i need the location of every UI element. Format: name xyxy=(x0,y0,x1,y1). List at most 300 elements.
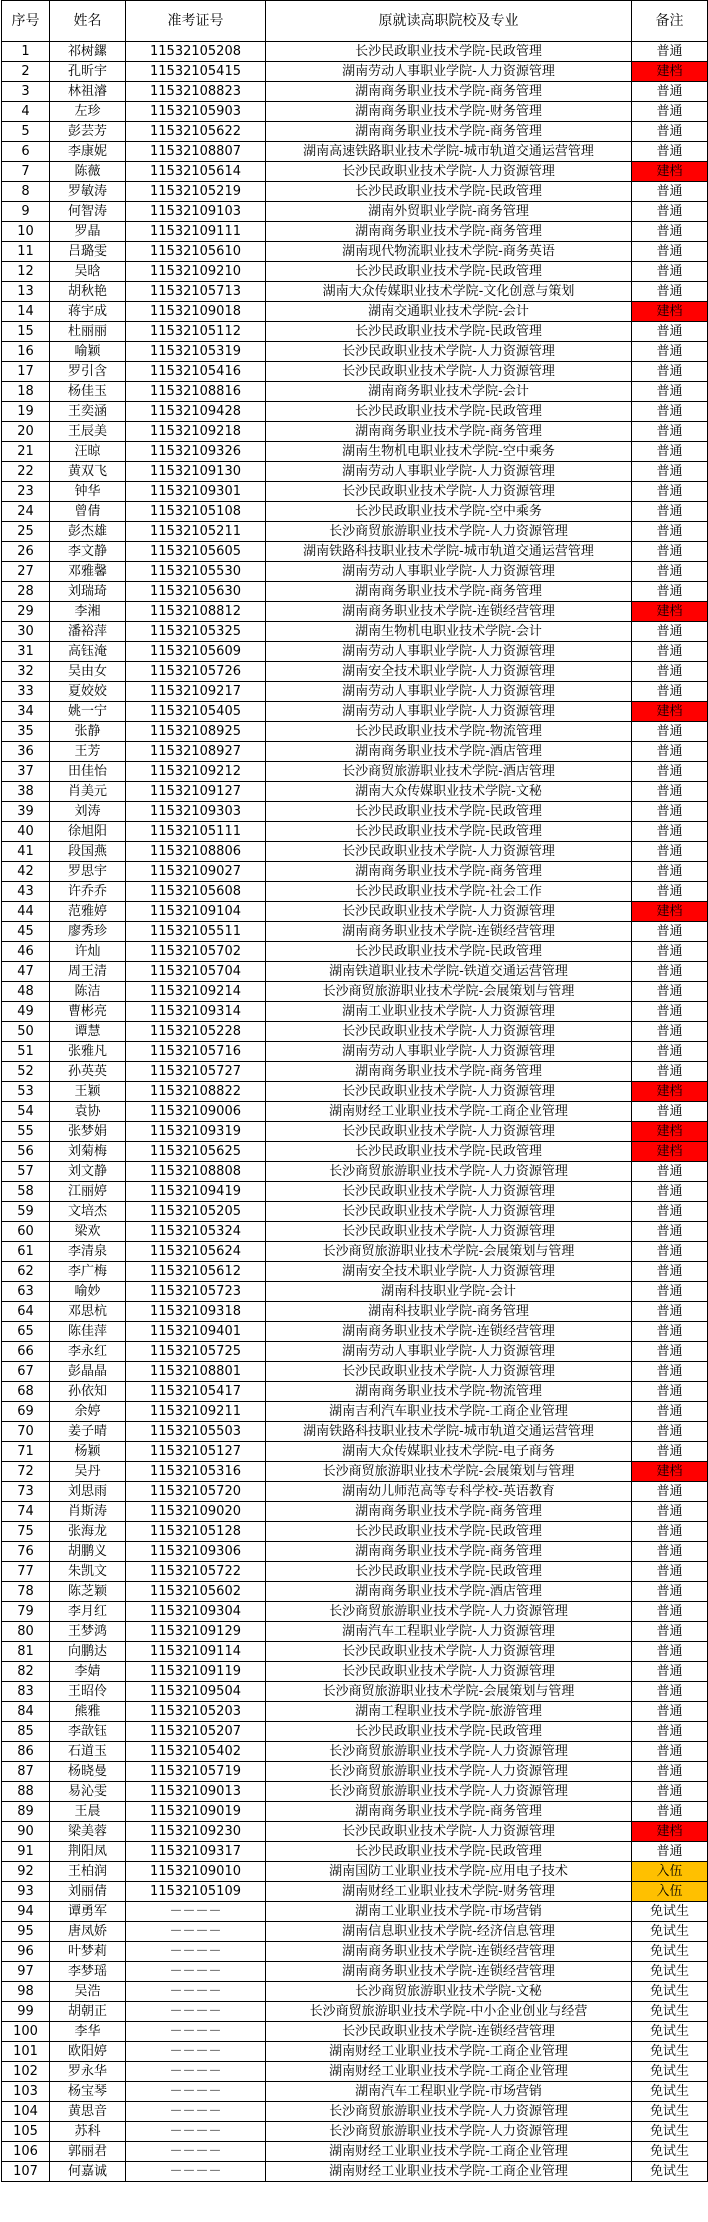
cell-name: 谭慧 xyxy=(50,1022,126,1042)
cell-exam-id: 11532109317 xyxy=(126,1842,266,1862)
cell-note: 普通 xyxy=(632,1702,708,1722)
cell-name: 吴晗 xyxy=(50,262,126,282)
cell-school: 湖南财经工业职业技术学院-工商企业管理 xyxy=(266,2142,632,2162)
table-row xyxy=(2,1262,708,1282)
cell-seq: 63 xyxy=(2,1282,50,1302)
table-row xyxy=(2,82,708,102)
cell-seq: 61 xyxy=(2,1242,50,1262)
cell-seq: 50 xyxy=(2,1022,50,1042)
cell-name: 唐凤娇 xyxy=(50,1922,126,1942)
cell-name: 吕璐雯 xyxy=(50,242,126,262)
table-header xyxy=(2,1,708,42)
cell-seq: 37 xyxy=(2,762,50,782)
cell-seq: 52 xyxy=(2,1062,50,1082)
table-row xyxy=(2,1902,708,1922)
cell-school: 湖南信息职业技术学院-经济信息管理 xyxy=(266,1922,632,1942)
cell-note: 普通 xyxy=(632,1102,708,1122)
table-row xyxy=(2,1462,708,1482)
cell-seq: 49 xyxy=(2,1002,50,1022)
cell-exam-id: 11532105722 xyxy=(126,1562,266,1582)
cell-seq: 24 xyxy=(2,502,50,522)
table-row xyxy=(2,562,708,582)
cell-exam-id: 11532109114 xyxy=(126,1642,266,1662)
table-row xyxy=(2,2082,708,2102)
cell-note: 普通 xyxy=(632,1522,708,1542)
table-row xyxy=(2,1042,708,1062)
cell-name: 罗敏涛 xyxy=(50,182,126,202)
cell-exam-id: 11532105112 xyxy=(126,322,266,342)
cell-seq: 104 xyxy=(2,2102,50,2122)
cell-seq: 19 xyxy=(2,402,50,422)
cell-school: 长沙民政职业技术学院-民政管理 xyxy=(266,42,632,62)
table-row xyxy=(2,102,708,122)
cell-school: 湖南幼儿师范高等专科学校-英语教育 xyxy=(266,1482,632,1502)
cell-exam-id: 11532105203 xyxy=(126,1702,266,1722)
cell-note: 普通 xyxy=(632,322,708,342)
cell-note: 免试生 xyxy=(632,2002,708,2022)
cell-seq: 72 xyxy=(2,1462,50,1482)
cell-note: 普通 xyxy=(632,842,708,862)
cell-school: 长沙商贸旅游职业技术学院-人力资源管理 xyxy=(266,522,632,542)
cell-note: 普通 xyxy=(632,422,708,442)
cell-note: 普通 xyxy=(632,1262,708,1282)
table-row xyxy=(2,2002,708,2022)
cell-school: 湖南劳动人事职业学院-人力资源管理 xyxy=(266,562,632,582)
cell-name: 刘文静 xyxy=(50,1162,126,1182)
cell-note: 免试生 xyxy=(632,2042,708,2062)
cell-name: 李广梅 xyxy=(50,1262,126,1282)
cell-name: 熊雅 xyxy=(50,1702,126,1722)
cell-exam-id: 11532105622 xyxy=(126,122,266,142)
cell-school: 长沙商贸旅游职业技术学院-会展策划与管理 xyxy=(266,1242,632,1262)
cell-note: 免试生 xyxy=(632,1962,708,1982)
cell-seq: 84 xyxy=(2,1702,50,1722)
cell-exam-id: 11532105612 xyxy=(126,1262,266,1282)
cell-name: 胡朝正 xyxy=(50,2002,126,2022)
cell-exam-id: 11532105415 xyxy=(126,62,266,82)
cell-seq: 38 xyxy=(2,782,50,802)
cell-note: 入伍 xyxy=(632,1882,708,1902)
table-row xyxy=(2,202,708,222)
cell-name: 邓思杭 xyxy=(50,1302,126,1322)
table-row xyxy=(2,242,708,262)
cell-note: 建档 xyxy=(632,702,708,722)
table-row xyxy=(2,1382,708,1402)
table-row xyxy=(2,222,708,242)
cell-exam-id: 11532109428 xyxy=(126,402,266,422)
cell-seq: 13 xyxy=(2,282,50,302)
cell-school: 长沙民政职业技术学院-人力资源管理 xyxy=(266,902,632,922)
header-row xyxy=(2,1,708,42)
cell-name: 刘思雨 xyxy=(50,1482,126,1502)
cell-note: 普通 xyxy=(632,1242,708,1262)
cell-name: 石道玉 xyxy=(50,1742,126,1762)
table-row xyxy=(2,422,708,442)
cell-school: 长沙民政职业技术学院-空中乘务 xyxy=(266,502,632,522)
cell-name: 吴丹 xyxy=(50,1462,126,1482)
cell-school: 湖南商务职业技术学院-酒店管理 xyxy=(266,1582,632,1602)
table-row xyxy=(2,722,708,742)
cell-school: 湖南国防工业职业技术学院-应用电子技术 xyxy=(266,1862,632,1882)
cell-school: 长沙商贸旅游职业技术学院-文秘 xyxy=(266,1982,632,2002)
cell-seq: 74 xyxy=(2,1502,50,1522)
cell-exam-id: 11532105127 xyxy=(126,1442,266,1462)
cell-note: 建档 xyxy=(632,302,708,322)
cell-name: 罗永华 xyxy=(50,2062,126,2082)
table-row xyxy=(2,1322,708,1342)
cell-seq: 97 xyxy=(2,1962,50,1982)
cell-school: 湖南安全技术职业学院-人力资源管理 xyxy=(266,662,632,682)
table-row xyxy=(2,1522,708,1542)
cell-name: 林祖濬 xyxy=(50,82,126,102)
cell-note: 普通 xyxy=(632,402,708,422)
cell-note: 普通 xyxy=(632,1222,708,1242)
table-row xyxy=(2,42,708,62)
cell-exam-id: 11532109013 xyxy=(126,1782,266,1802)
cell-name: 王梦鸿 xyxy=(50,1622,126,1642)
cell-note: 普通 xyxy=(632,1022,708,1042)
cell-seq: 48 xyxy=(2,982,50,1002)
cell-school: 湖南铁路科技职业技术学院-城市轨道交通运营管理 xyxy=(266,1422,632,1442)
table-row xyxy=(2,1122,708,1142)
table-row xyxy=(2,1962,708,1982)
cell-name: 李湘 xyxy=(50,602,126,622)
cell-note: 普通 xyxy=(632,622,708,642)
cell-school: 长沙商贸旅游职业技术学院-会展策划与管理 xyxy=(266,1682,632,1702)
cell-name: 刘涛 xyxy=(50,802,126,822)
table-row xyxy=(2,1062,708,1082)
cell-name: 王颖 xyxy=(50,1082,126,1102)
cell-note: 普通 xyxy=(632,1002,708,1022)
cell-name: 罗思宇 xyxy=(50,862,126,882)
table-row xyxy=(2,1302,708,1322)
table-row xyxy=(2,482,708,502)
table-row xyxy=(2,782,708,802)
cell-exam-id: 11532105417 xyxy=(126,1382,266,1402)
cell-note: 普通 xyxy=(632,1622,708,1642)
cell-name: 杨晓曼 xyxy=(50,1762,126,1782)
cell-school: 长沙民政职业技术学院-民政管理 xyxy=(266,822,632,842)
table-row xyxy=(2,142,708,162)
cell-school: 湖南劳动人事职业学院-人力资源管理 xyxy=(266,462,632,482)
cell-seq: 90 xyxy=(2,1822,50,1842)
cell-seq: 95 xyxy=(2,1922,50,1942)
table-row xyxy=(2,702,708,722)
cell-school: 长沙民政职业技术学院-民政管理 xyxy=(266,1562,632,1582)
cell-name: 高钰淹 xyxy=(50,642,126,662)
cell-exam-id: －－－－ xyxy=(126,1902,266,1922)
cell-exam-id: 11532109018 xyxy=(126,302,266,322)
cell-name: 肖美元 xyxy=(50,782,126,802)
cell-note: 免试生 xyxy=(632,2142,708,2162)
cell-note: 普通 xyxy=(632,1682,708,1702)
cell-school: 湖南交通职业技术学院-会计 xyxy=(266,302,632,322)
cell-note: 普通 xyxy=(632,42,708,62)
table-row xyxy=(2,1082,708,1102)
cell-school: 湖南科技职业学院-商务管理 xyxy=(266,1302,632,1322)
cell-note: 普通 xyxy=(632,1322,708,1342)
cell-exam-id: 11532108806 xyxy=(126,842,266,862)
cell-name: 朱凯文 xyxy=(50,1562,126,1582)
cell-seq: 2 xyxy=(2,62,50,82)
cell-seq: 92 xyxy=(2,1862,50,1882)
cell-exam-id: 11532109111 xyxy=(126,222,266,242)
cell-school: 湖南商务职业技术学院-商务管理 xyxy=(266,1062,632,1082)
cell-seq: 7 xyxy=(2,162,50,182)
cell-school: 湖南生物机电职业技术学院-会计 xyxy=(266,622,632,642)
table-row xyxy=(2,1502,708,1522)
cell-exam-id: 11532109301 xyxy=(126,482,266,502)
cell-name: 左珍 xyxy=(50,102,126,122)
cell-school: 湖南商务职业技术学院-财务管理 xyxy=(266,102,632,122)
table-row xyxy=(2,2042,708,2062)
cell-exam-id: 11532105630 xyxy=(126,582,266,602)
cell-school: 长沙民政职业技术学院-人力资源管理 xyxy=(266,362,632,382)
cell-school: 长沙商贸旅游职业技术学院-人力资源管理 xyxy=(266,1782,632,1802)
cell-exam-id: －－－－ xyxy=(126,2142,266,2162)
cell-school: 湖南商务职业技术学院-连锁经营管理 xyxy=(266,1942,632,1962)
cell-exam-id: 11532109210 xyxy=(126,262,266,282)
cell-exam-id: 11532109303 xyxy=(126,802,266,822)
cell-name: 李梦瑶 xyxy=(50,1962,126,1982)
cell-school: 长沙商贸旅游职业技术学院-会展策划与管理 xyxy=(266,982,632,1002)
cell-school: 湖南汽车工程职业学院-市场营销 xyxy=(266,2082,632,2102)
cell-note: 普通 xyxy=(632,502,708,522)
cell-name: 孙依知 xyxy=(50,1382,126,1402)
cell-school: 长沙民政职业技术学院-人力资源管理 xyxy=(266,1362,632,1382)
cell-seq: 18 xyxy=(2,382,50,402)
table-row xyxy=(2,322,708,342)
cell-note: 普通 xyxy=(632,922,708,942)
cell-seq: 6 xyxy=(2,142,50,162)
cell-seq: 62 xyxy=(2,1262,50,1282)
cell-exam-id: 11532105530 xyxy=(126,562,266,582)
cell-exam-id: －－－－ xyxy=(126,2082,266,2102)
cell-exam-id: －－－－ xyxy=(126,2102,266,2122)
cell-exam-id: 11532105608 xyxy=(126,882,266,902)
cell-seq: 41 xyxy=(2,842,50,862)
cell-seq: 8 xyxy=(2,182,50,202)
table-row xyxy=(2,1942,708,1962)
cell-seq: 33 xyxy=(2,682,50,702)
cell-name: 彭芸芳 xyxy=(50,122,126,142)
table-row xyxy=(2,182,708,202)
cell-name: 廖秀珍 xyxy=(50,922,126,942)
cell-name: 孙英英 xyxy=(50,1062,126,1082)
cell-school: 长沙民政职业技术学院-民政管理 xyxy=(266,262,632,282)
cell-name: 李康妮 xyxy=(50,142,126,162)
cell-note: 普通 xyxy=(632,1162,708,1182)
cell-school: 湖南商务职业技术学院-连锁经营管理 xyxy=(266,922,632,942)
cell-seq: 51 xyxy=(2,1042,50,1062)
cell-school: 湖南商务职业技术学院-商务管理 xyxy=(266,1502,632,1522)
cell-name: 江丽婷 xyxy=(50,1182,126,1202)
cell-exam-id: 11532105402 xyxy=(126,1742,266,1762)
cell-name: 何智涛 xyxy=(50,202,126,222)
cell-seq: 12 xyxy=(2,262,50,282)
cell-note: 建档 xyxy=(632,1142,708,1162)
cell-exam-id: 11532105108 xyxy=(126,502,266,522)
cell-seq: 26 xyxy=(2,542,50,562)
table-row xyxy=(2,1222,708,1242)
cell-note: 普通 xyxy=(632,1062,708,1082)
cell-exam-id: 11532105319 xyxy=(126,342,266,362)
cell-exam-id: 11532109401 xyxy=(126,1322,266,1342)
cell-note: 普通 xyxy=(632,182,708,202)
cell-name: 刘瑞琦 xyxy=(50,582,126,602)
table-row xyxy=(2,1862,708,1882)
cell-note: 普通 xyxy=(632,862,708,882)
cell-school: 湖南吉利汽车职业技术学院-工商企业管理 xyxy=(266,1402,632,1422)
cell-seq: 1 xyxy=(2,42,50,62)
cell-school: 长沙民政职业技术学院-人力资源管理 xyxy=(266,1182,632,1202)
cell-name: 黄思音 xyxy=(50,2102,126,2122)
cell-note: 普通 xyxy=(632,522,708,542)
cell-exam-id: 11532109020 xyxy=(126,1502,266,1522)
cell-note: 建档 xyxy=(632,1462,708,1482)
cell-school: 湖南大众传媒职业技术学院-电子商务 xyxy=(266,1442,632,1462)
cell-school: 湖南高速铁路职业技术学院-城市轨道交通运营管理 xyxy=(266,142,632,162)
cell-note: 普通 xyxy=(632,1742,708,1762)
cell-school: 长沙民政职业技术学院-人力资源管理 xyxy=(266,1822,632,1842)
cell-note: 普通 xyxy=(632,1382,708,1402)
table-row xyxy=(2,662,708,682)
cell-note: 普通 xyxy=(632,342,708,362)
table-row xyxy=(2,2022,708,2042)
student-roster-table xyxy=(1,0,708,2182)
cell-name: 杨佳玉 xyxy=(50,382,126,402)
table-row xyxy=(2,1482,708,1502)
table-row xyxy=(2,1342,708,1362)
table-row xyxy=(2,802,708,822)
cell-name: 王芳 xyxy=(50,742,126,762)
cell-seq: 47 xyxy=(2,962,50,982)
cell-school: 长沙民政职业技术学院-民政管理 xyxy=(266,402,632,422)
cell-note: 普通 xyxy=(632,942,708,962)
cell-seq: 70 xyxy=(2,1422,50,1442)
cell-seq: 58 xyxy=(2,1182,50,1202)
cell-seq: 73 xyxy=(2,1482,50,1502)
cell-name: 罗引含 xyxy=(50,362,126,382)
table-row xyxy=(2,842,708,862)
cell-seq: 86 xyxy=(2,1742,50,1762)
cell-exam-id: 11532105716 xyxy=(126,1042,266,1062)
cell-name: 张静 xyxy=(50,722,126,742)
header-exam-id: 准考证号 xyxy=(126,1,266,42)
cell-school: 湖南外贸职业学院-商务管理 xyxy=(266,202,632,222)
table-row xyxy=(2,1242,708,1262)
cell-exam-id: 11532105723 xyxy=(126,1282,266,1302)
cell-exam-id: 11532108807 xyxy=(126,142,266,162)
cell-exam-id: 11532108925 xyxy=(126,722,266,742)
cell-exam-id: 11532109218 xyxy=(126,422,266,442)
cell-exam-id: 11532109211 xyxy=(126,1402,266,1422)
cell-name: 张梦娟 xyxy=(50,1122,126,1142)
cell-note: 免试生 xyxy=(632,2022,708,2042)
cell-name: 余婷 xyxy=(50,1402,126,1422)
table-row xyxy=(2,1022,708,1042)
cell-exam-id: 11532109212 xyxy=(126,762,266,782)
cell-name: 周王清 xyxy=(50,962,126,982)
cell-school: 长沙民政职业技术学院-人力资源管理 xyxy=(266,1222,632,1242)
cell-note: 普通 xyxy=(632,262,708,282)
cell-exam-id: 11532105405 xyxy=(126,702,266,722)
cell-school: 湖南劳动人事职业学院-人力资源管理 xyxy=(266,62,632,82)
cell-name: 王昭伶 xyxy=(50,1682,126,1702)
cell-school: 湖南财经工业职业技术学院-财务管理 xyxy=(266,1882,632,1902)
cell-name: 李华 xyxy=(50,2022,126,2042)
cell-school: 长沙民政职业技术学院-连锁经营管理 xyxy=(266,2022,632,2042)
cell-exam-id: －－－－ xyxy=(126,2042,266,2062)
cell-seq: 35 xyxy=(2,722,50,742)
table-row xyxy=(2,302,708,322)
cell-name: 段国燕 xyxy=(50,842,126,862)
cell-exam-id: 11532105316 xyxy=(126,1462,266,1482)
table-row xyxy=(2,1802,708,1822)
cell-school: 湖南现代物流职业技术学院-商务英语 xyxy=(266,242,632,262)
table-row xyxy=(2,2142,708,2162)
cell-exam-id: 11532109306 xyxy=(126,1542,266,1562)
cell-school: 湖南铁道职业技术学院-铁道交通运营管理 xyxy=(266,962,632,982)
cell-exam-id: 11532105208 xyxy=(126,42,266,62)
cell-school: 湖南安全技术职业学院-人力资源管理 xyxy=(266,1262,632,1282)
cell-school: 长沙民政职业技术学院-人力资源管理 xyxy=(266,342,632,362)
cell-note: 普通 xyxy=(632,542,708,562)
cell-name: 叶梦莉 xyxy=(50,1942,126,1962)
cell-exam-id: 11532105624 xyxy=(126,1242,266,1262)
cell-seq: 14 xyxy=(2,302,50,322)
table-row xyxy=(2,862,708,882)
cell-seq: 28 xyxy=(2,582,50,602)
cell-note: 普通 xyxy=(632,582,708,602)
cell-name: 李文静 xyxy=(50,542,126,562)
cell-seq: 59 xyxy=(2,1202,50,1222)
cell-school: 长沙民政职业技术学院-人力资源管理 xyxy=(266,1022,632,1042)
cell-exam-id: 11532109103 xyxy=(126,202,266,222)
cell-note: 普通 xyxy=(632,1282,708,1302)
cell-note: 普通 xyxy=(632,1042,708,1062)
cell-name: 王奕涵 xyxy=(50,402,126,422)
cell-school: 长沙商贸旅游职业技术学院-人力资源管理 xyxy=(266,1162,632,1182)
cell-exam-id: 11532105228 xyxy=(126,1022,266,1042)
cell-name: 范雅婷 xyxy=(50,902,126,922)
cell-name: 李清泉 xyxy=(50,1242,126,1262)
cell-name: 杜丽丽 xyxy=(50,322,126,342)
cell-note: 普通 xyxy=(632,1482,708,1502)
cell-note: 普通 xyxy=(632,962,708,982)
cell-exam-id: 11532108816 xyxy=(126,382,266,402)
cell-seq: 15 xyxy=(2,322,50,342)
cell-school: 长沙民政职业技术学院-人力资源管理 xyxy=(266,482,632,502)
cell-name: 彭杰雄 xyxy=(50,522,126,542)
cell-note: 普通 xyxy=(632,1202,708,1222)
cell-note: 普通 xyxy=(632,1722,708,1742)
table-row xyxy=(2,1782,708,1802)
table-row xyxy=(2,1182,708,1202)
cell-exam-id: －－－－ xyxy=(126,2022,266,2042)
cell-name: 陈佳萍 xyxy=(50,1322,126,1342)
cell-school: 湖南劳动人事职业学院-人力资源管理 xyxy=(266,1042,632,1062)
cell-school: 湖南商务职业技术学院-连锁经营管理 xyxy=(266,1962,632,1982)
cell-name: 徐旭阳 xyxy=(50,822,126,842)
cell-exam-id: 11532109504 xyxy=(126,1682,266,1702)
cell-note: 普通 xyxy=(632,1582,708,1602)
table-row xyxy=(2,342,708,362)
cell-name: 王辰美 xyxy=(50,422,126,442)
cell-note: 普通 xyxy=(632,662,708,682)
cell-seq: 55 xyxy=(2,1122,50,1142)
cell-school: 长沙民政职业技术学院-人力资源管理 xyxy=(266,1202,632,1222)
